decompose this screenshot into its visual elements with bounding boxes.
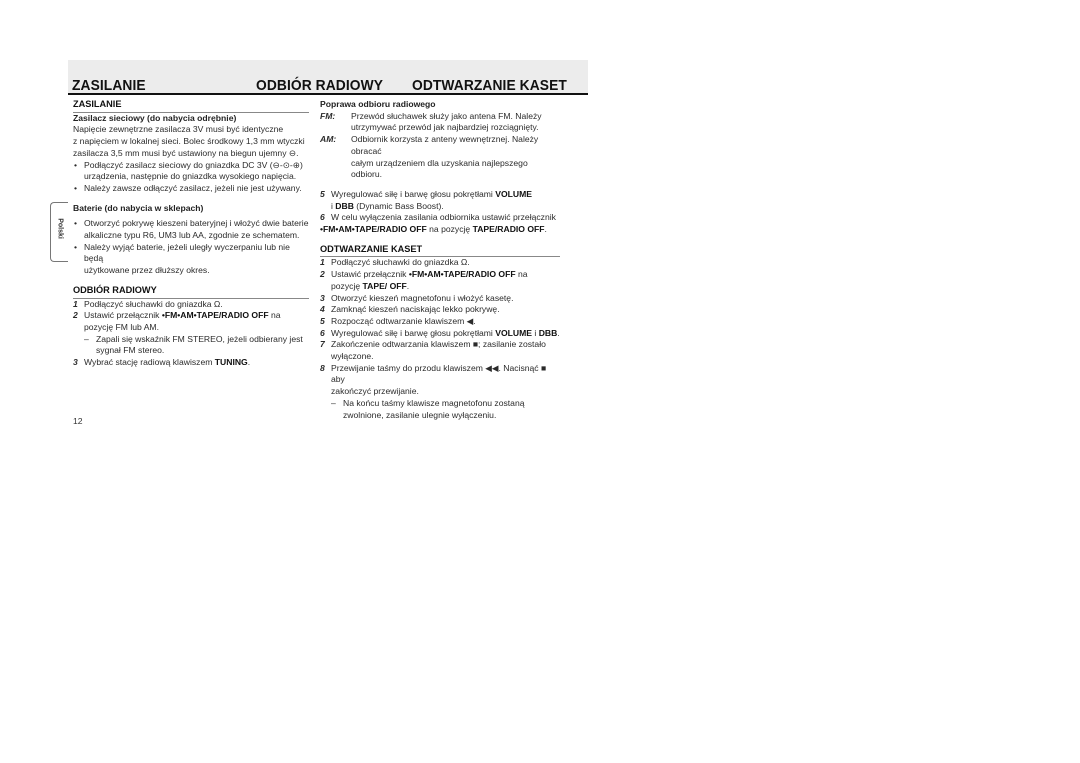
step-text: Zamknąć kieszeń naciskając lekko pokrywę. [331,304,500,315]
section-heading-odbior-radiowy: ODBIÓR RADIOWY [73,285,309,299]
dash-text: Na końcu taśmy klawisze magnetofonu zostaną [343,397,525,408]
subheading-poprawa-odbioru: Poprawa odbioru radiowego [320,99,436,109]
section-heading-zasilanie: ZASILANIE [73,99,309,113]
bullet-item [73,160,309,183]
bullet-item [73,242,309,277]
step-text: pozycję [331,280,363,291]
paragraph-line: Napięcie zewnętrzne zasilacza 3V musi być identyczne [73,124,284,135]
note-text: utrzymywać przewód jak najbardziej rozciągnięty. [351,122,539,133]
step-number: 3 [73,357,78,368]
step-number: 8 [320,362,325,373]
bullet-item: • Należy zawsze odłączyć zasilacz, jeżeli nie jest używany. [73,183,309,195]
step-item [320,328,560,340]
step-number: 2 [73,310,78,321]
step-number: 7 [320,339,325,350]
step-text: Ustawić przełącznik [331,269,409,280]
step-text-bold: •FM•AM•TAPE/RADIO OFF [161,310,269,321]
fm-antenna-note [320,111,560,134]
step-text-bold: VOLUME [495,327,532,338]
step-item [320,316,560,328]
dash-text: zwolnione, zasilanie ulegnie wyłączeniu. [343,409,497,420]
dash-text: sygnał FM stereo. [96,345,165,356]
step-text: Wyregulować siłę i barwę głosu pokrętłami [331,188,496,199]
subheading-baterie: Baterie (do nabycia w sklepach) [73,202,204,213]
step-number: 1 [73,298,78,309]
step-text: Otworzyć kieszeń magnetofonu i włożyć kasetę. [331,292,514,303]
paragraph-line: z napięciem w lokalnej sieci. Bolec środkowy 1,3 mm wtyczki [73,136,305,147]
page-number: 12 [73,416,83,426]
step-text: . [247,357,251,368]
step-text: Przewijanie taśmy do przodu klawiszem ◀◀. Nacisnąć ■ aby [331,362,547,385]
paragraph-line: zasilacza 3,5 mm musi być ustawiony na biegun ujemny ⊖. [73,147,299,158]
am-antenna-note [320,134,560,181]
step-item [320,339,560,362]
step-text: na [268,310,281,321]
step-text: (Dynamic Bass Boost). [353,200,444,211]
section-heading-odtwarzanie-kaset: ODTWARZANIE KASET [320,244,560,258]
left-column [73,99,309,369]
header-title-odbior-radiowy: ODBIÓR RADIOWY [256,77,384,94]
step-number: 1 [320,257,325,268]
note-text: całym urządzeniem dla uzyskania najlepszego odbioru. [351,157,528,180]
step-item [320,304,560,316]
step-text: . [544,224,547,235]
step-text: wyłączone. [331,351,374,362]
step-item [320,269,560,292]
dash-item [320,398,560,421]
bullet-text: Należy wyjąć baterie, jeżeli uległy wyczerpaniu lub nie będą [84,241,290,264]
step-continuation [320,224,560,236]
step-text: W celu wyłączenia zasilania odbiornika ustawić przełącznik [331,212,556,223]
step-text: . [557,327,560,338]
step-text-bold: TAPE/ OFF [362,280,407,291]
step-item [320,212,560,224]
bullet-text: Podłączyć zasilacz sieciowy do gniazdka DC 3V (⊖-⊙-⊕) [84,159,303,170]
step-item [320,293,560,305]
step-number: 4 [320,304,325,315]
step-text-bold: VOLUME [495,188,532,199]
dash-item [73,334,309,357]
header-title-zasilanie: ZASILANIE [72,77,146,94]
am-label: AM: [320,134,337,145]
step-text: Podłączyć słuchawki do gniazdka Ω. [331,257,470,268]
bullet-text: urządzenia, następnie do gniazdka wysokiego napięcia. [84,171,297,182]
step-text: pozycję FM lub AM. [84,321,159,332]
step-number: 6 [320,212,325,223]
step-text-bold: DBB [335,200,354,211]
step-text-bold: TAPE/RADIO OFF [472,224,545,235]
bullet-text: użytkowane przez dłuższy okres. [84,265,210,276]
bullet-item [73,218,309,241]
step-text: Wyregulować siłę i barwę głosu pokrętłami [331,327,496,338]
step-text-bold: •FM•AM•TAPE/RADIO OFF [408,269,516,280]
header-title-odtwarzanie-kaset: ODTWARZANIE KASET [412,77,567,94]
step-text: Podłączyć słuchawki do gniazdka Ω. [84,298,223,309]
step-text: Rozpocząć odtwarzanie klawiszem ◀. [331,315,476,326]
step-number: 5 [320,315,325,326]
bullet-text: Otworzyć pokrywę kieszeni bateryjnej i włożyć dwie baterie [84,218,309,229]
step-item [320,257,560,269]
step-text-bold: •FM•AM•TAPE/RADIO OFF [320,224,427,235]
step-number: 6 [320,327,325,338]
step-text: . [406,280,410,291]
right-column [320,99,560,421]
step-number: 5 [320,188,325,199]
step-text: Wybrać stację radiową klawiszem [84,357,215,368]
note-text: Przewód słuchawek służy jako antena FM. Należy [351,110,542,121]
step-text: i [331,200,336,211]
fm-label: FM: [320,110,336,121]
subheading-zasilacz: Zasilacz sieciowy (do nabycia odrębnie) [73,112,237,123]
step-text: Ustawić przełącznik [84,310,162,321]
step-item [73,357,309,369]
step-item [320,189,560,212]
step-number: 3 [320,292,325,303]
step-text: i [532,327,539,338]
language-tab-label: Polski [56,218,64,239]
language-tab [50,202,68,262]
step-text-bold: DBB [538,327,558,338]
bullet-text: alkaliczne typu R6, UM3 lub AA, zgodnie ze schematem. [84,230,300,241]
step-item [73,299,309,311]
step-item [320,363,560,398]
step-text-bold: TUNING [214,357,248,368]
dash-text: Zapali się wskaźnik FM STEREO, jeżeli odbierany jest [96,333,303,344]
step-text: na pozycję [426,224,473,235]
step-item [73,310,309,333]
note-text: Odbiornik korzysta z anteny wewnętrznej. Należy obracać [351,134,539,156]
step-text: Zakończenie odtwarzania klawiszem ■; zasilanie zostało [331,339,546,350]
step-text: na [515,269,528,280]
step-text: zakończyć przewijanie. [331,386,419,397]
step-number: 2 [320,269,325,280]
